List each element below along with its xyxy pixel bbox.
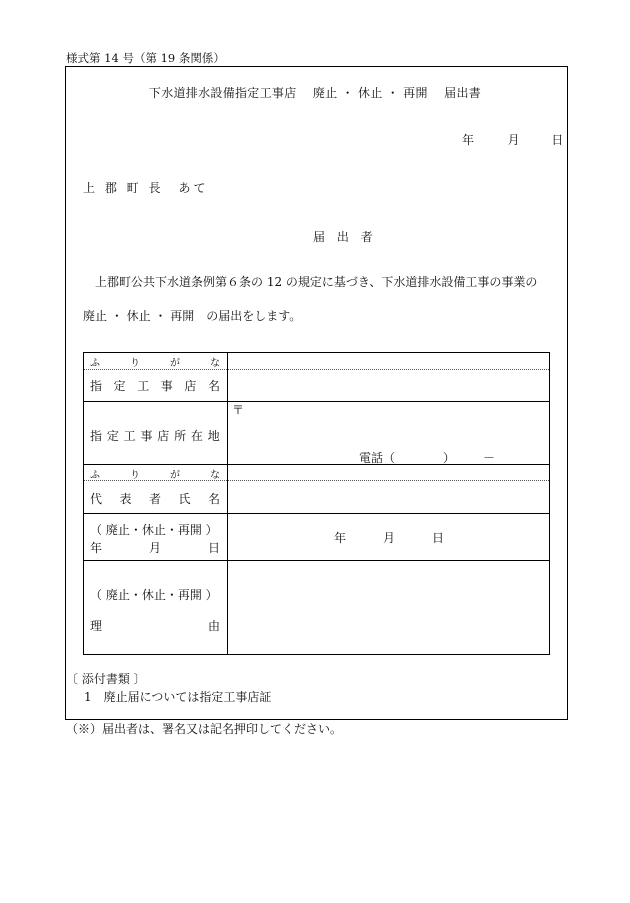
furigana-label-store: ふ り が な <box>90 358 220 369</box>
addressee: 上 郡 町 長 あて <box>83 181 209 195</box>
reason-type-label: （ 廃止・休止・再開 ） <box>90 588 218 602</box>
applicant-label: 届 出 者 <box>313 230 377 244</box>
body-text-line-1: 上郡町公共下水道条例第６条の 12 の規定に基づき、下水道排水設備工事の事業の <box>95 275 538 289</box>
store-name-label: 指 定 工 事 店 名 <box>90 379 220 393</box>
phone-dash: － <box>483 451 496 465</box>
postal-mark: 〒 <box>232 403 245 417</box>
footer-note: （※）届出者は、署名又は記名押印してください。 <box>66 722 343 736</box>
store-furigana-field[interactable] <box>229 354 547 368</box>
phone-label: 電話（ <box>359 451 396 465</box>
reason-label: 理 由 <box>90 619 220 633</box>
reason-field[interactable] <box>229 563 547 653</box>
store-address-field[interactable] <box>229 415 547 445</box>
representative-name-label: 代 表 者 氏 名 <box>90 492 220 506</box>
representative-name-field[interactable] <box>229 482 547 512</box>
furigana-label-representative: ふ り が な <box>90 470 220 481</box>
month-label: 月 <box>507 133 520 147</box>
day-label: 日 <box>551 133 564 147</box>
attachment-item: 1 廃止届については指定工事店証 <box>84 690 272 704</box>
year-label: 年 <box>462 133 475 147</box>
body-text-line-2: 廃止 ・ 休止 ・ 再開 の届出をします。 <box>83 309 302 323</box>
date-row-label: 年 月 日 <box>90 541 220 555</box>
store-address-label: 指 定 工 事 店 所 在 地 <box>90 429 221 443</box>
document-title: 下水道排水設備指定工事店 廃止 ・ 休止 ・ 再開 届出書 <box>148 86 482 100</box>
representative-furigana-field[interactable] <box>229 466 547 479</box>
submission-date <box>462 131 563 148</box>
store-name-field[interactable] <box>229 371 547 399</box>
effective-date-field[interactable]: 年 月 日 <box>334 531 444 545</box>
date-type-label: （ 廃止・休止・再開 ） <box>90 523 218 537</box>
attachments-heading: 〔 添付書類 〕 <box>66 672 146 686</box>
phone-close-paren: ） <box>443 451 456 465</box>
form-number-label: 様式第 14 号（第 19 条関係） <box>66 51 225 65</box>
application-table <box>83 352 550 655</box>
